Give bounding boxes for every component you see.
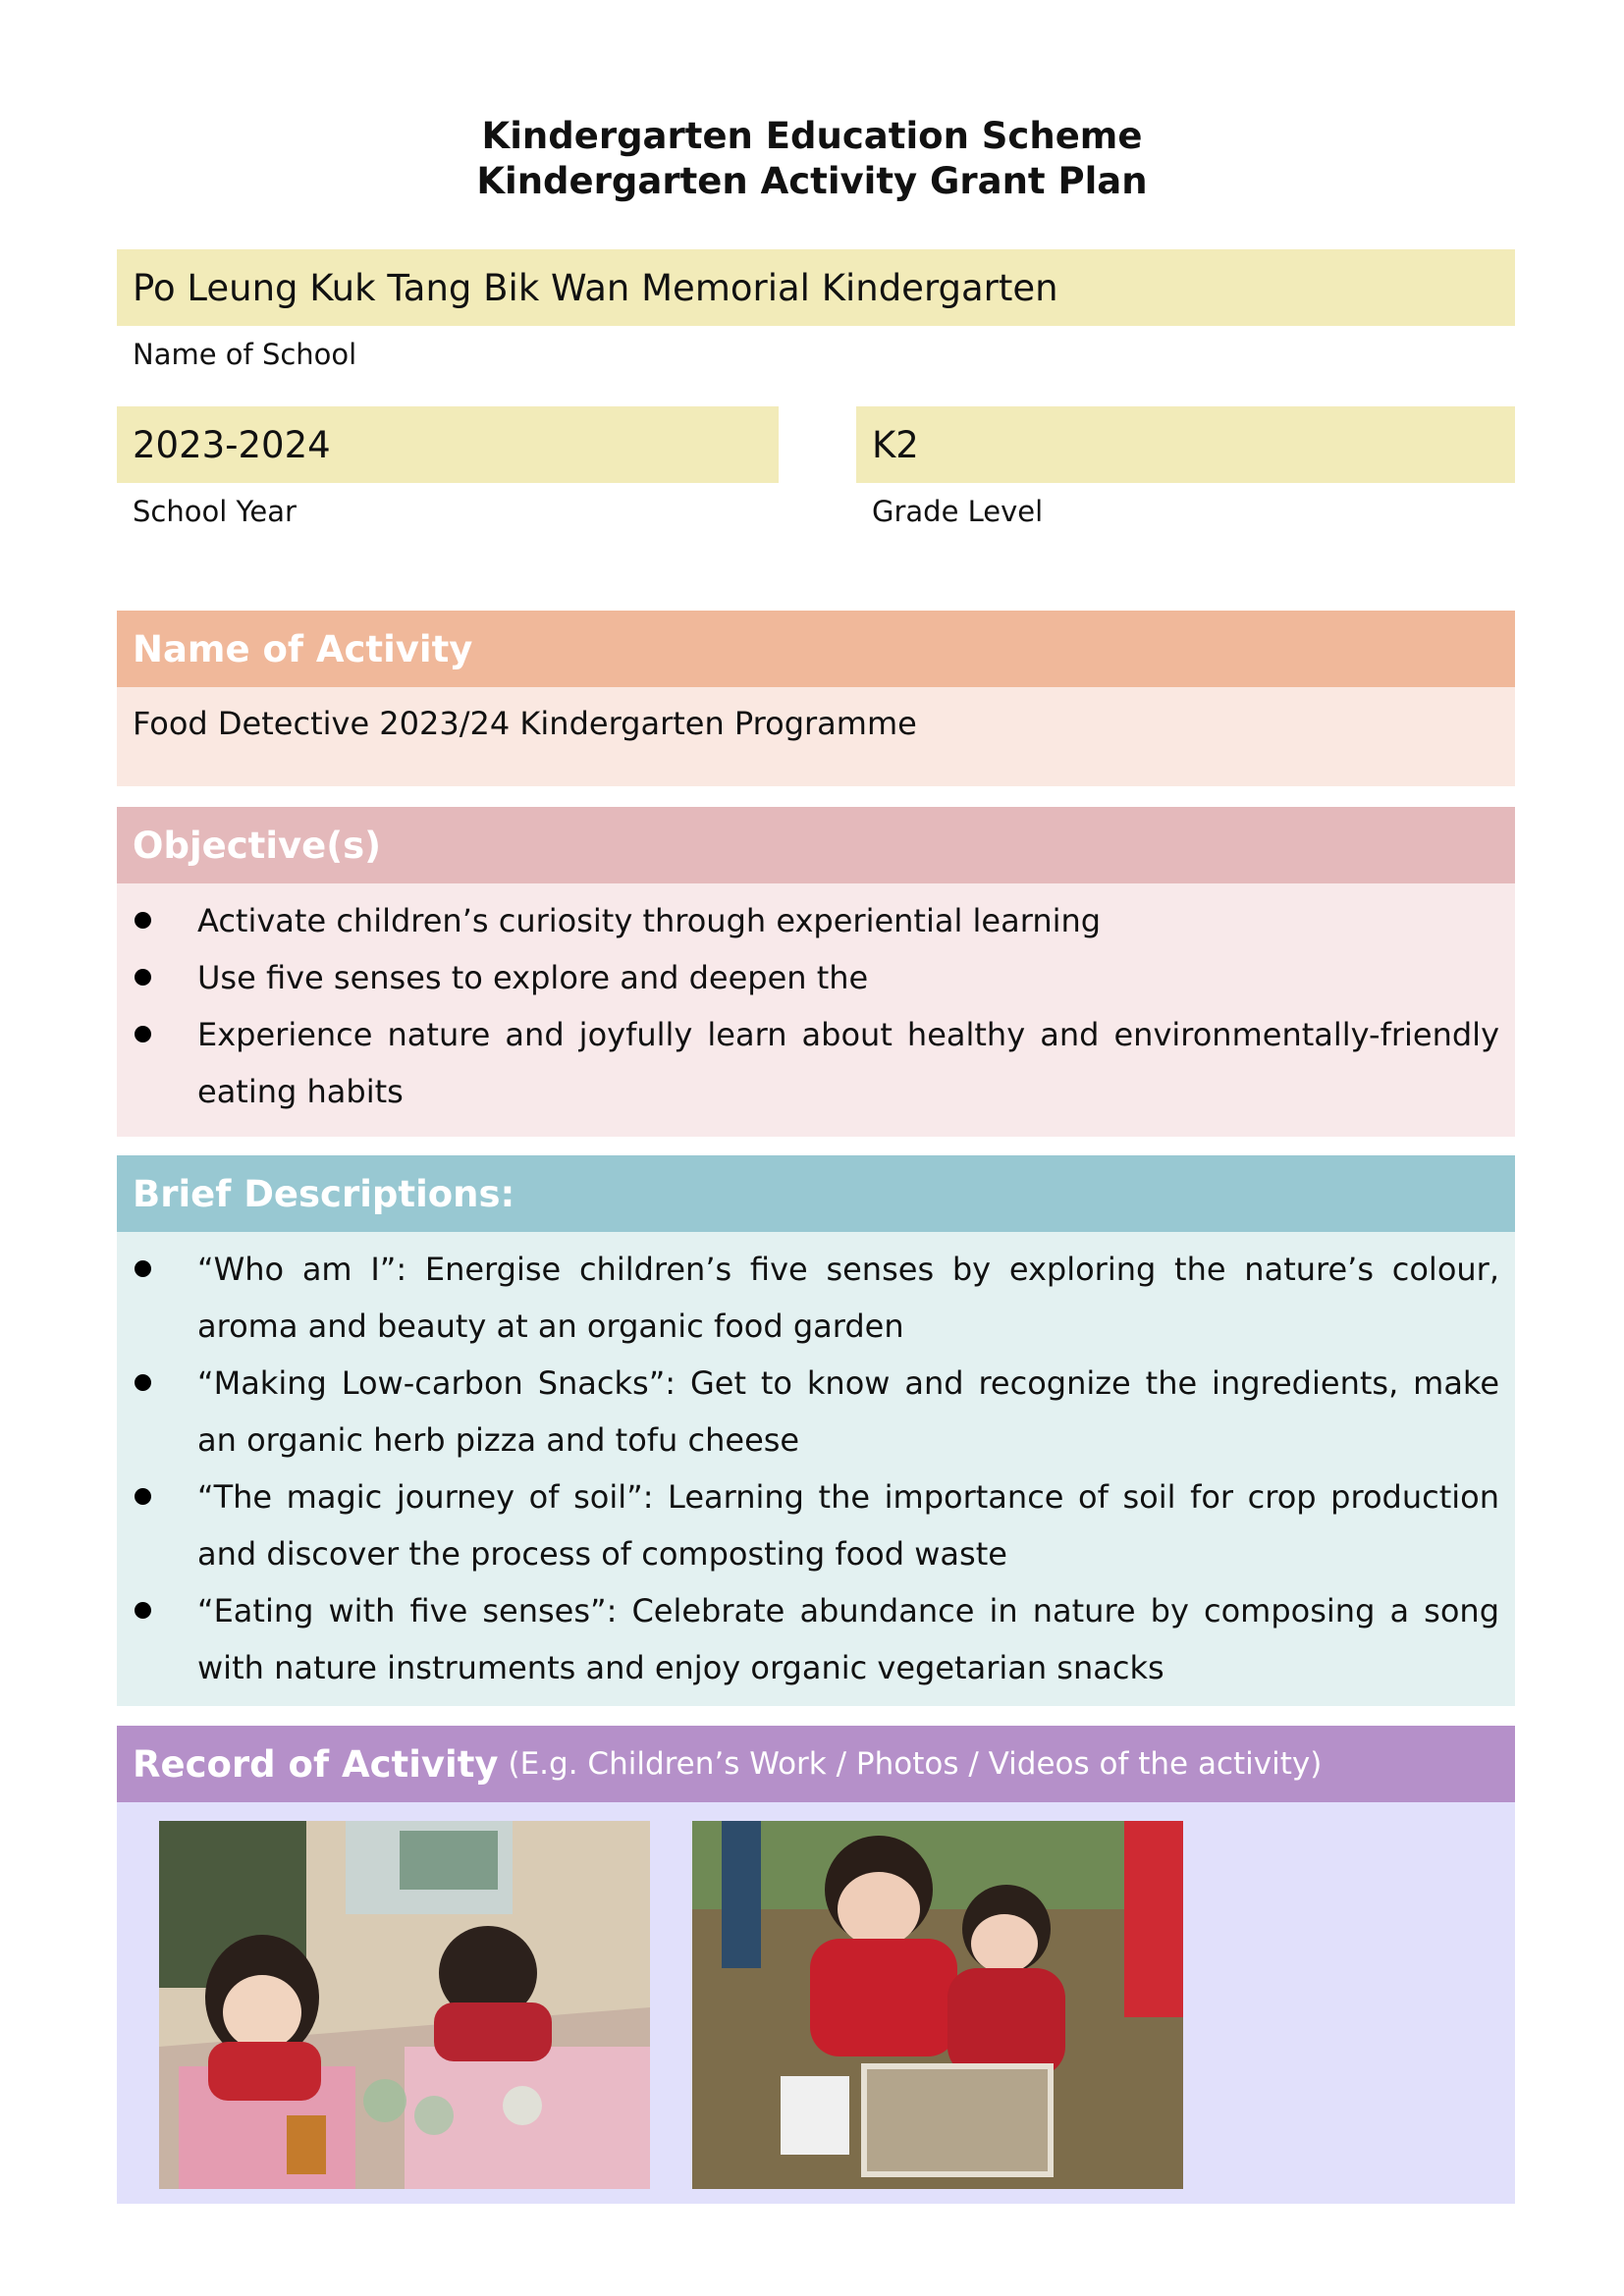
record-subheading: (E.g. Children’s Work / Photos / Videos of the activity)	[508, 1746, 1323, 1782]
school-year-label: School Year	[133, 495, 297, 528]
descriptions-heading-text: Brief Descriptions:	[133, 1172, 515, 1215]
list-item: Use five senses to explore and deepen the	[117, 949, 1515, 1006]
bullet-icon	[135, 1260, 151, 1277]
school-name-value: Po Leung Kuk Tang Bik Wan Memorial Kindergarten	[133, 266, 1058, 309]
activity-name: Food Detective 2023/24 Kindergarten Programme	[133, 705, 917, 742]
objectives-section-body	[117, 883, 1515, 1137]
grade-level-value: K2	[872, 423, 919, 466]
list-item: Experience nature and joyfully learn about healthy and environmentally-friendly eating habits	[117, 1006, 1515, 1120]
bullet-icon	[135, 1602, 151, 1619]
descriptions-section-heading	[117, 1155, 1515, 1232]
list-item: “Making Low-carbon Snacks”: Get to know and recognize the ingredients, make an organic herb pizza and tofu cheese	[117, 1355, 1515, 1468]
grade-level-field	[856, 406, 1515, 483]
activity-heading-text: Name of Activity	[133, 627, 473, 670]
objectives-heading-text: Objective(s)	[133, 824, 382, 867]
document-title-line2: Kindergarten Activity Grant Plan	[476, 160, 1148, 202]
objectives-section-heading	[117, 807, 1515, 883]
list-item: “Who am I”: Energise children’s five senses by exploring the nature’s colour, aroma and beauty at an organic food garden	[117, 1241, 1515, 1355]
school-year-value: 2023-2024	[133, 423, 331, 466]
bullet-icon	[135, 912, 151, 929]
objectives-list	[117, 892, 1515, 1120]
grade-level-label: Grade Level	[872, 495, 1044, 528]
bullet-icon	[135, 969, 151, 986]
list-item: “Eating with five senses”: Celebrate abundance in nature by composing a song with nature instruments and enjoy organic vegetarian snacks	[117, 1582, 1515, 1696]
activity-section-body	[117, 687, 1515, 786]
list-item: “The magic journey of soil”: Learning the importance of soil for crop production and discover the process of composting food waste	[117, 1468, 1515, 1582]
activity-photo-soil	[692, 1821, 1183, 2189]
bullet-icon	[135, 1488, 151, 1505]
record-heading-text: Record of Activity	[133, 1742, 499, 1786]
school-year-field	[117, 406, 779, 483]
record-section-heading	[117, 1726, 1515, 1802]
list-item: Activate children’s curiosity through experiential learning	[117, 892, 1515, 949]
bullet-icon	[135, 1374, 151, 1391]
bullet-icon	[135, 1026, 151, 1042]
activity-section-heading	[117, 611, 1515, 687]
document-title-line1: Kindergarten Education Scheme	[481, 115, 1143, 157]
school-name-label: Name of School	[133, 338, 357, 371]
activity-photo-snacks	[159, 1821, 650, 2189]
descriptions-list	[117, 1241, 1515, 1696]
school-name-field	[117, 249, 1515, 326]
descriptions-section-body	[117, 1232, 1515, 1706]
